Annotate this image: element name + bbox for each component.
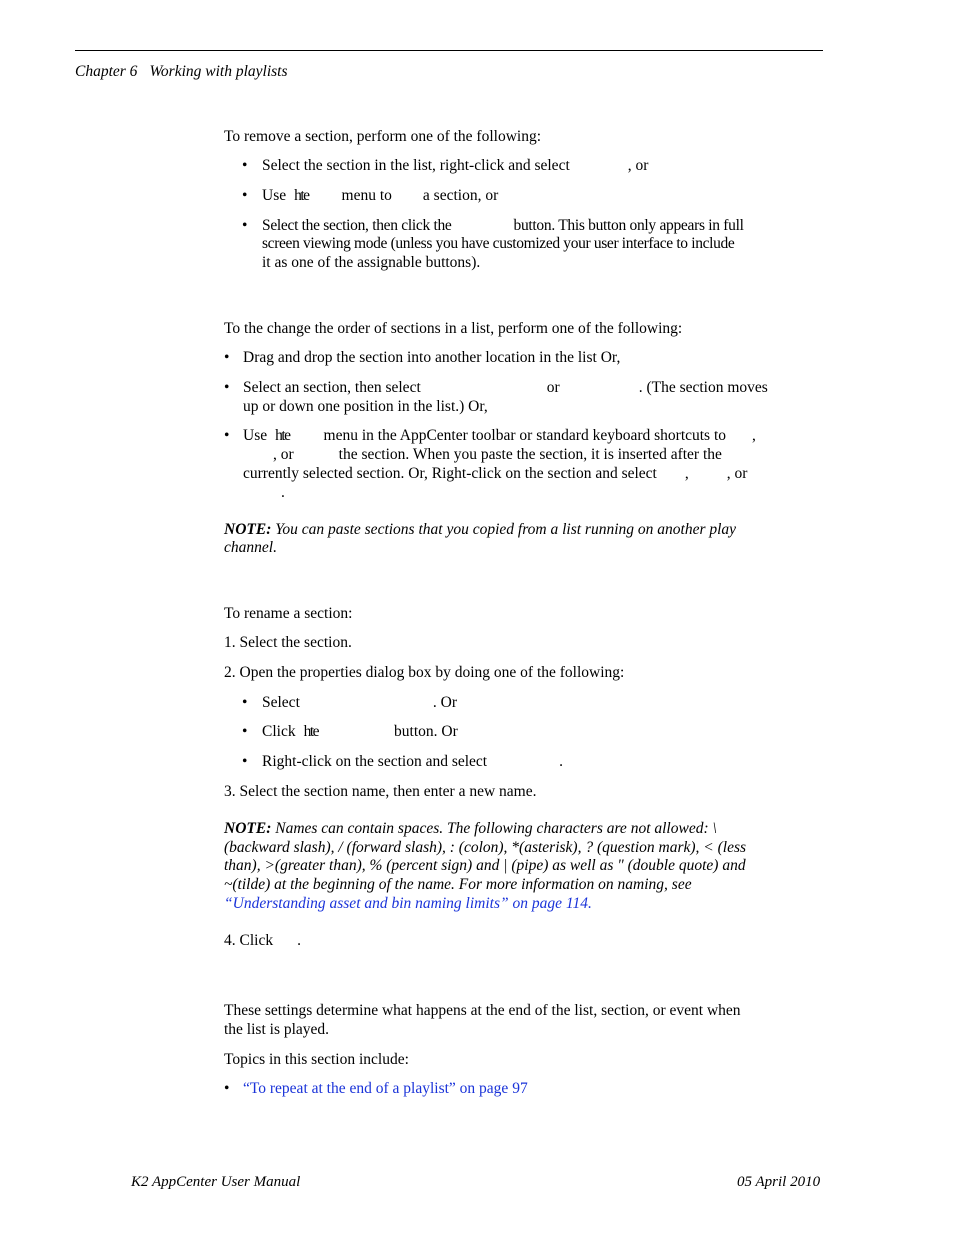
rename-step-3: 3. Select the section name, then enter a new name. xyxy=(224,783,537,800)
rename-sb3-post: . xyxy=(559,753,563,770)
rename-step-2: 2. Open the properties dialog box by doing one of the following: xyxy=(224,664,625,681)
rename-step4-post: . xyxy=(297,932,301,949)
remove-b1-post: , or xyxy=(627,157,649,174)
bullet-icon: • xyxy=(242,157,248,174)
rename-note-line-1 xyxy=(224,819,717,838)
header-rule xyxy=(75,50,823,51)
remove-intro: To remove a section, perform one of the following: xyxy=(224,128,542,145)
rename-step4-pre: 4. Click xyxy=(224,932,274,949)
reorder-b3-use: Use xyxy=(243,427,268,444)
rename-sb3-pre: Right-click on the section and select xyxy=(262,753,488,770)
rename-sub-bullet-3 xyxy=(262,752,563,771)
rename-sb2-pre: Click xyxy=(262,723,296,740)
reorder-b3-the: hte xyxy=(275,427,290,444)
topics-intro: Topics in this section include: xyxy=(224,1051,409,1068)
rename-step-4 xyxy=(224,931,301,950)
reorder-b2-post: . (The section moves xyxy=(638,379,768,396)
reorder-bullet-2-line-1 xyxy=(243,378,768,397)
bullet-icon: • xyxy=(224,1080,230,1097)
reorder-b2-pre: Select an section, then select xyxy=(243,379,421,396)
bullet-icon: • xyxy=(242,187,248,204)
remove-b2-post: a section, or xyxy=(422,187,499,204)
reorder-note-text: You can paste sections that you copied from a list running on another play xyxy=(275,521,737,538)
reorder-b3-comma: , xyxy=(752,427,756,444)
remove-b2-use: Use xyxy=(262,187,287,204)
remove-b3-pre: Select the section, then click the xyxy=(262,217,452,234)
remove-bullet-3-line-3: it as one of the assignable buttons). xyxy=(262,254,481,271)
reorder-b3-l3-comma: , xyxy=(684,465,689,482)
rename-sb1-post: . Or xyxy=(432,694,457,711)
rename-intro: To rename a section: xyxy=(224,605,353,622)
rename-step-1: 1. Select the section. xyxy=(224,634,352,651)
rename-note-line-2: (backward slash), / (forward slash), : (colon), *(asterisk), ? (question mark), < (less xyxy=(224,839,747,856)
rename-sb1-pre: Select xyxy=(262,694,300,711)
bullet-icon: • xyxy=(224,349,230,366)
reorder-intro: To the change the order of sections in a list, perform one of the following: xyxy=(224,320,683,337)
reorder-b3-l2-or: , or xyxy=(273,446,294,463)
rename-sub-bullet-2 xyxy=(262,722,458,741)
footer-manual: K2 AppCenter User Manual xyxy=(131,1174,301,1190)
rename-note-line-3: than), >(greater than), % (percent sign) and | (pipe) as well as " (double quote) and xyxy=(224,857,746,874)
remove-bullet-1 xyxy=(262,156,648,175)
rename-sub-bullet-1 xyxy=(262,693,457,712)
reorder-bullet-3-line-1 xyxy=(243,426,756,445)
remove-bullet-2 xyxy=(262,186,498,205)
naming-limits-link[interactable]: “Understanding asset and bin naming limits” on page 114 xyxy=(224,895,588,912)
repeat-intro-line-1: These settings determine what happens at the end of the list, section, or event when xyxy=(224,1002,741,1019)
reorder-b3-l3-or: , or xyxy=(726,465,748,482)
rename-note-end: . xyxy=(587,895,592,912)
reorder-bullet-2-line-2: up or down one position in the list.) Or, xyxy=(243,398,488,415)
reorder-b3-mid: menu in the AppCenter toolbar or standard keyboard shortcuts to xyxy=(323,427,727,444)
rename-sb2-the: hte xyxy=(303,723,319,740)
reorder-note-line-1 xyxy=(224,520,736,539)
remove-bullet-3-line-2: screen viewing mode (unless you have customized your user interface to include xyxy=(262,235,735,252)
remove-b1-text: Select the section in the list, right-click and select xyxy=(262,157,570,174)
reorder-bullet-1: Drag and drop the section into another location in the list Or, xyxy=(243,349,621,366)
repeat-intro-line-2: the list is played. xyxy=(224,1021,330,1038)
bullet-icon: • xyxy=(242,753,248,770)
remove-b2-the: hte xyxy=(294,187,309,204)
note-label: NOTE: xyxy=(224,820,272,837)
remove-b3-post: button. This button only appears in full xyxy=(513,217,744,234)
bullet-icon: • xyxy=(242,694,248,711)
rename-note-line-4: ~(tilde) at the beginning of the name. For more information on naming, see xyxy=(224,876,692,893)
bullet-icon: • xyxy=(224,427,230,444)
remove-bullet-3-line-1 xyxy=(262,216,744,235)
reorder-bullet-3-line-2 xyxy=(243,445,722,464)
reorder-b2-or: or xyxy=(546,379,560,396)
reorder-b3-l2-post: the section. When you paste the section, it is inserted after the xyxy=(338,446,722,463)
rename-note-line-5 xyxy=(224,894,592,913)
bullet-icon: • xyxy=(224,379,230,396)
chapter-number: Chapter 6 xyxy=(75,63,138,80)
reorder-bullet-3-line-3 xyxy=(243,464,747,483)
reorder-note-line-2: channel. xyxy=(224,539,277,556)
note-label: NOTE: xyxy=(224,521,272,538)
remove-b2-menu-to: menu to xyxy=(341,187,392,204)
rename-sb2-post: button. Or xyxy=(394,723,458,740)
reorder-b3-l3-pre: currently selected section. Or, Right-click on the section and select xyxy=(243,465,657,482)
running-header xyxy=(75,62,288,81)
chapter-title: Working with playlists xyxy=(149,63,288,80)
rename-note-text: Names can contain spaces. The following characters are not allowed: \ xyxy=(275,820,717,837)
reorder-bullet-3-line-4: . xyxy=(281,484,285,501)
repeat-playlist-link[interactable]: “To repeat at the end of a playlist” on page 97 xyxy=(243,1080,528,1097)
bullet-icon: • xyxy=(242,723,248,740)
bullet-icon: • xyxy=(242,217,248,234)
footer-date: 05 April 2010 xyxy=(737,1174,821,1190)
